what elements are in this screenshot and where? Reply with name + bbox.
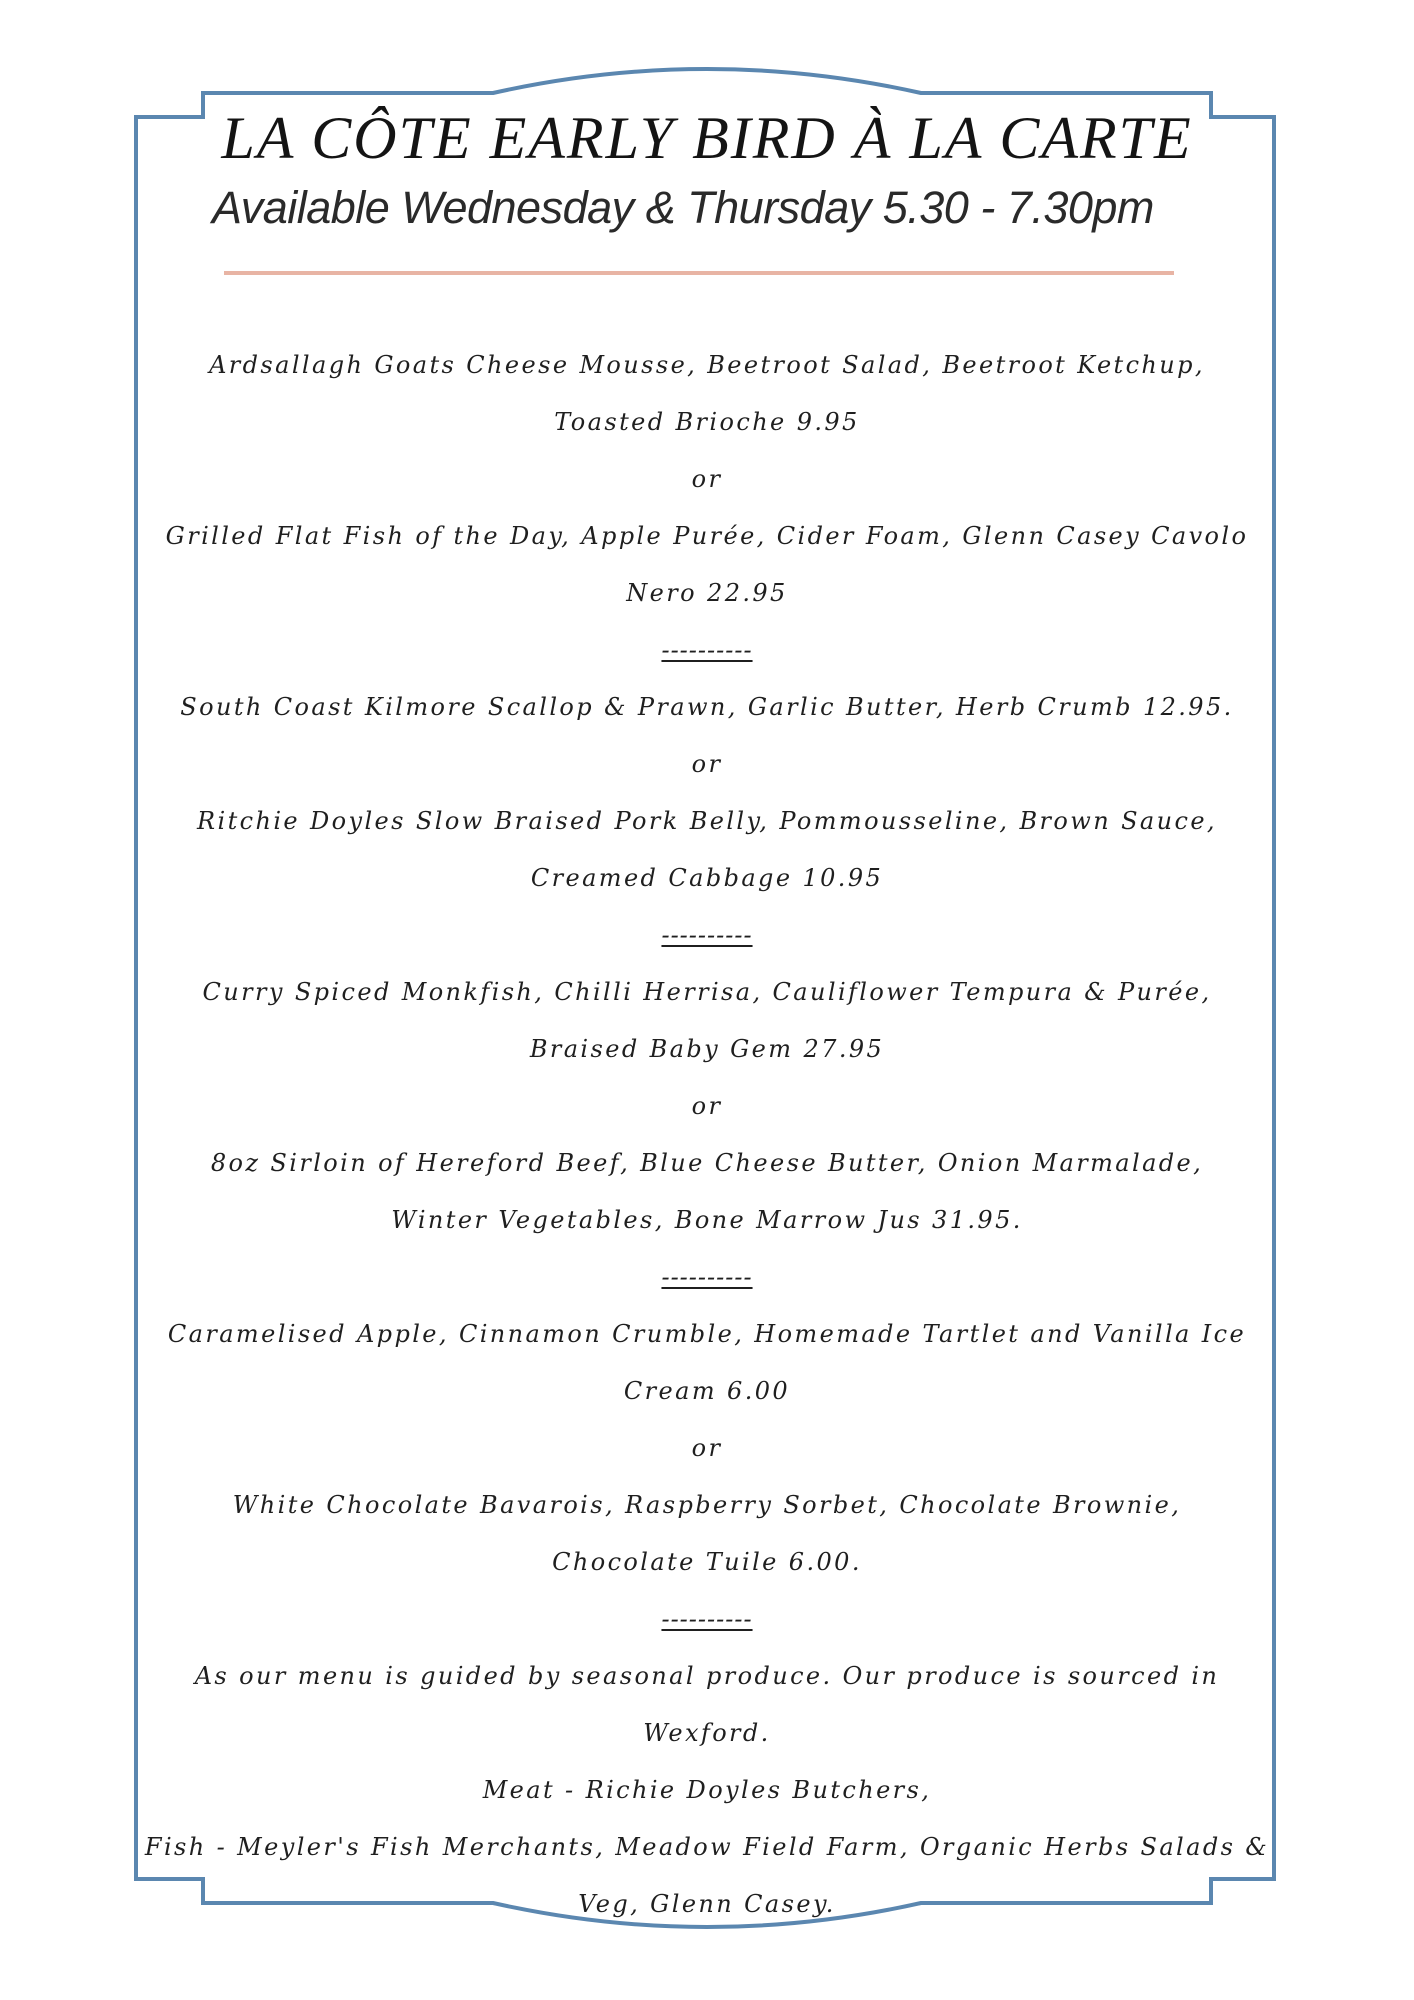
- sourcing-line: Fish - Meyler's Fish Merchants, Meadow Field Farm, Organic Herbs Salads & Veg, Glenn Casey.: [144, 1833, 1270, 1918]
- course-separator: ----------: [661, 921, 753, 949]
- course-separator: ----------: [661, 1263, 753, 1291]
- sourcing-line: Meat - Richie Doyles Butchers,: [482, 1776, 932, 1804]
- course-separator: ----------: [661, 636, 753, 664]
- menu-item: Curry Spiced Monkfish, Chilli Herrisa, Cauliflower Tempura & Purée, Braised Baby Gem 27.95: [202, 978, 1212, 1063]
- menu-list: [140, 337, 1274, 1933]
- or-label: or: [691, 1434, 723, 1462]
- menu-item: 8oz Sirloin of Hereford Beef, Blue Cheese Butter, Onion Marmalade, Winter Vegetables, Bone Marrow Jus 31.95.: [210, 1149, 1204, 1234]
- availability-subtitle: Available Wednesday & Thursday 5.30 - 7.30pm: [212, 182, 1154, 233]
- course-separator: ----------: [661, 1605, 753, 1633]
- menu-item: White Chocolate Bavarois, Raspberry Sorbet, Chocolate Brownie, Chocolate Tuile 6.00.: [232, 1491, 1182, 1576]
- menu-item: Grilled Flat Fish of the Day, Apple Purée, Cider Foam, Glenn Casey Cavolo Nero 22.95: [165, 522, 1249, 607]
- sourcing-line: As our menu is guided by seasonal produce. Our produce is sourced in Wexford.: [194, 1662, 1220, 1747]
- or-label: or: [691, 750, 723, 778]
- or-label: or: [691, 465, 723, 493]
- or-label: or: [691, 1092, 723, 1120]
- menu-item: Ritchie Doyles Slow Braised Pork Belly, Pommousseline, Brown Sauce, Creamed Cabbage 10.95: [197, 807, 1217, 892]
- menu-item: Ardsallagh Goats Cheese Mousse, Beetroot Salad, Beetroot Ketchup, Toasted Brioche 9.95: [209, 351, 1205, 436]
- divider-rule: [224, 271, 1174, 275]
- page-title: LA CÔTE EARLY BIRD À LA CARTE: [221, 105, 1193, 171]
- menu-item: South Coast Kilmore Scallop & Prawn, Garlic Butter, Herb Crumb 12.95.: [180, 693, 1234, 721]
- menu-item: Caramelised Apple, Cinnamon Crumble, Homemade Tartlet and Vanilla Ice Cream 6.00: [167, 1320, 1247, 1405]
- sourcing-note: [140, 1648, 1274, 1933]
